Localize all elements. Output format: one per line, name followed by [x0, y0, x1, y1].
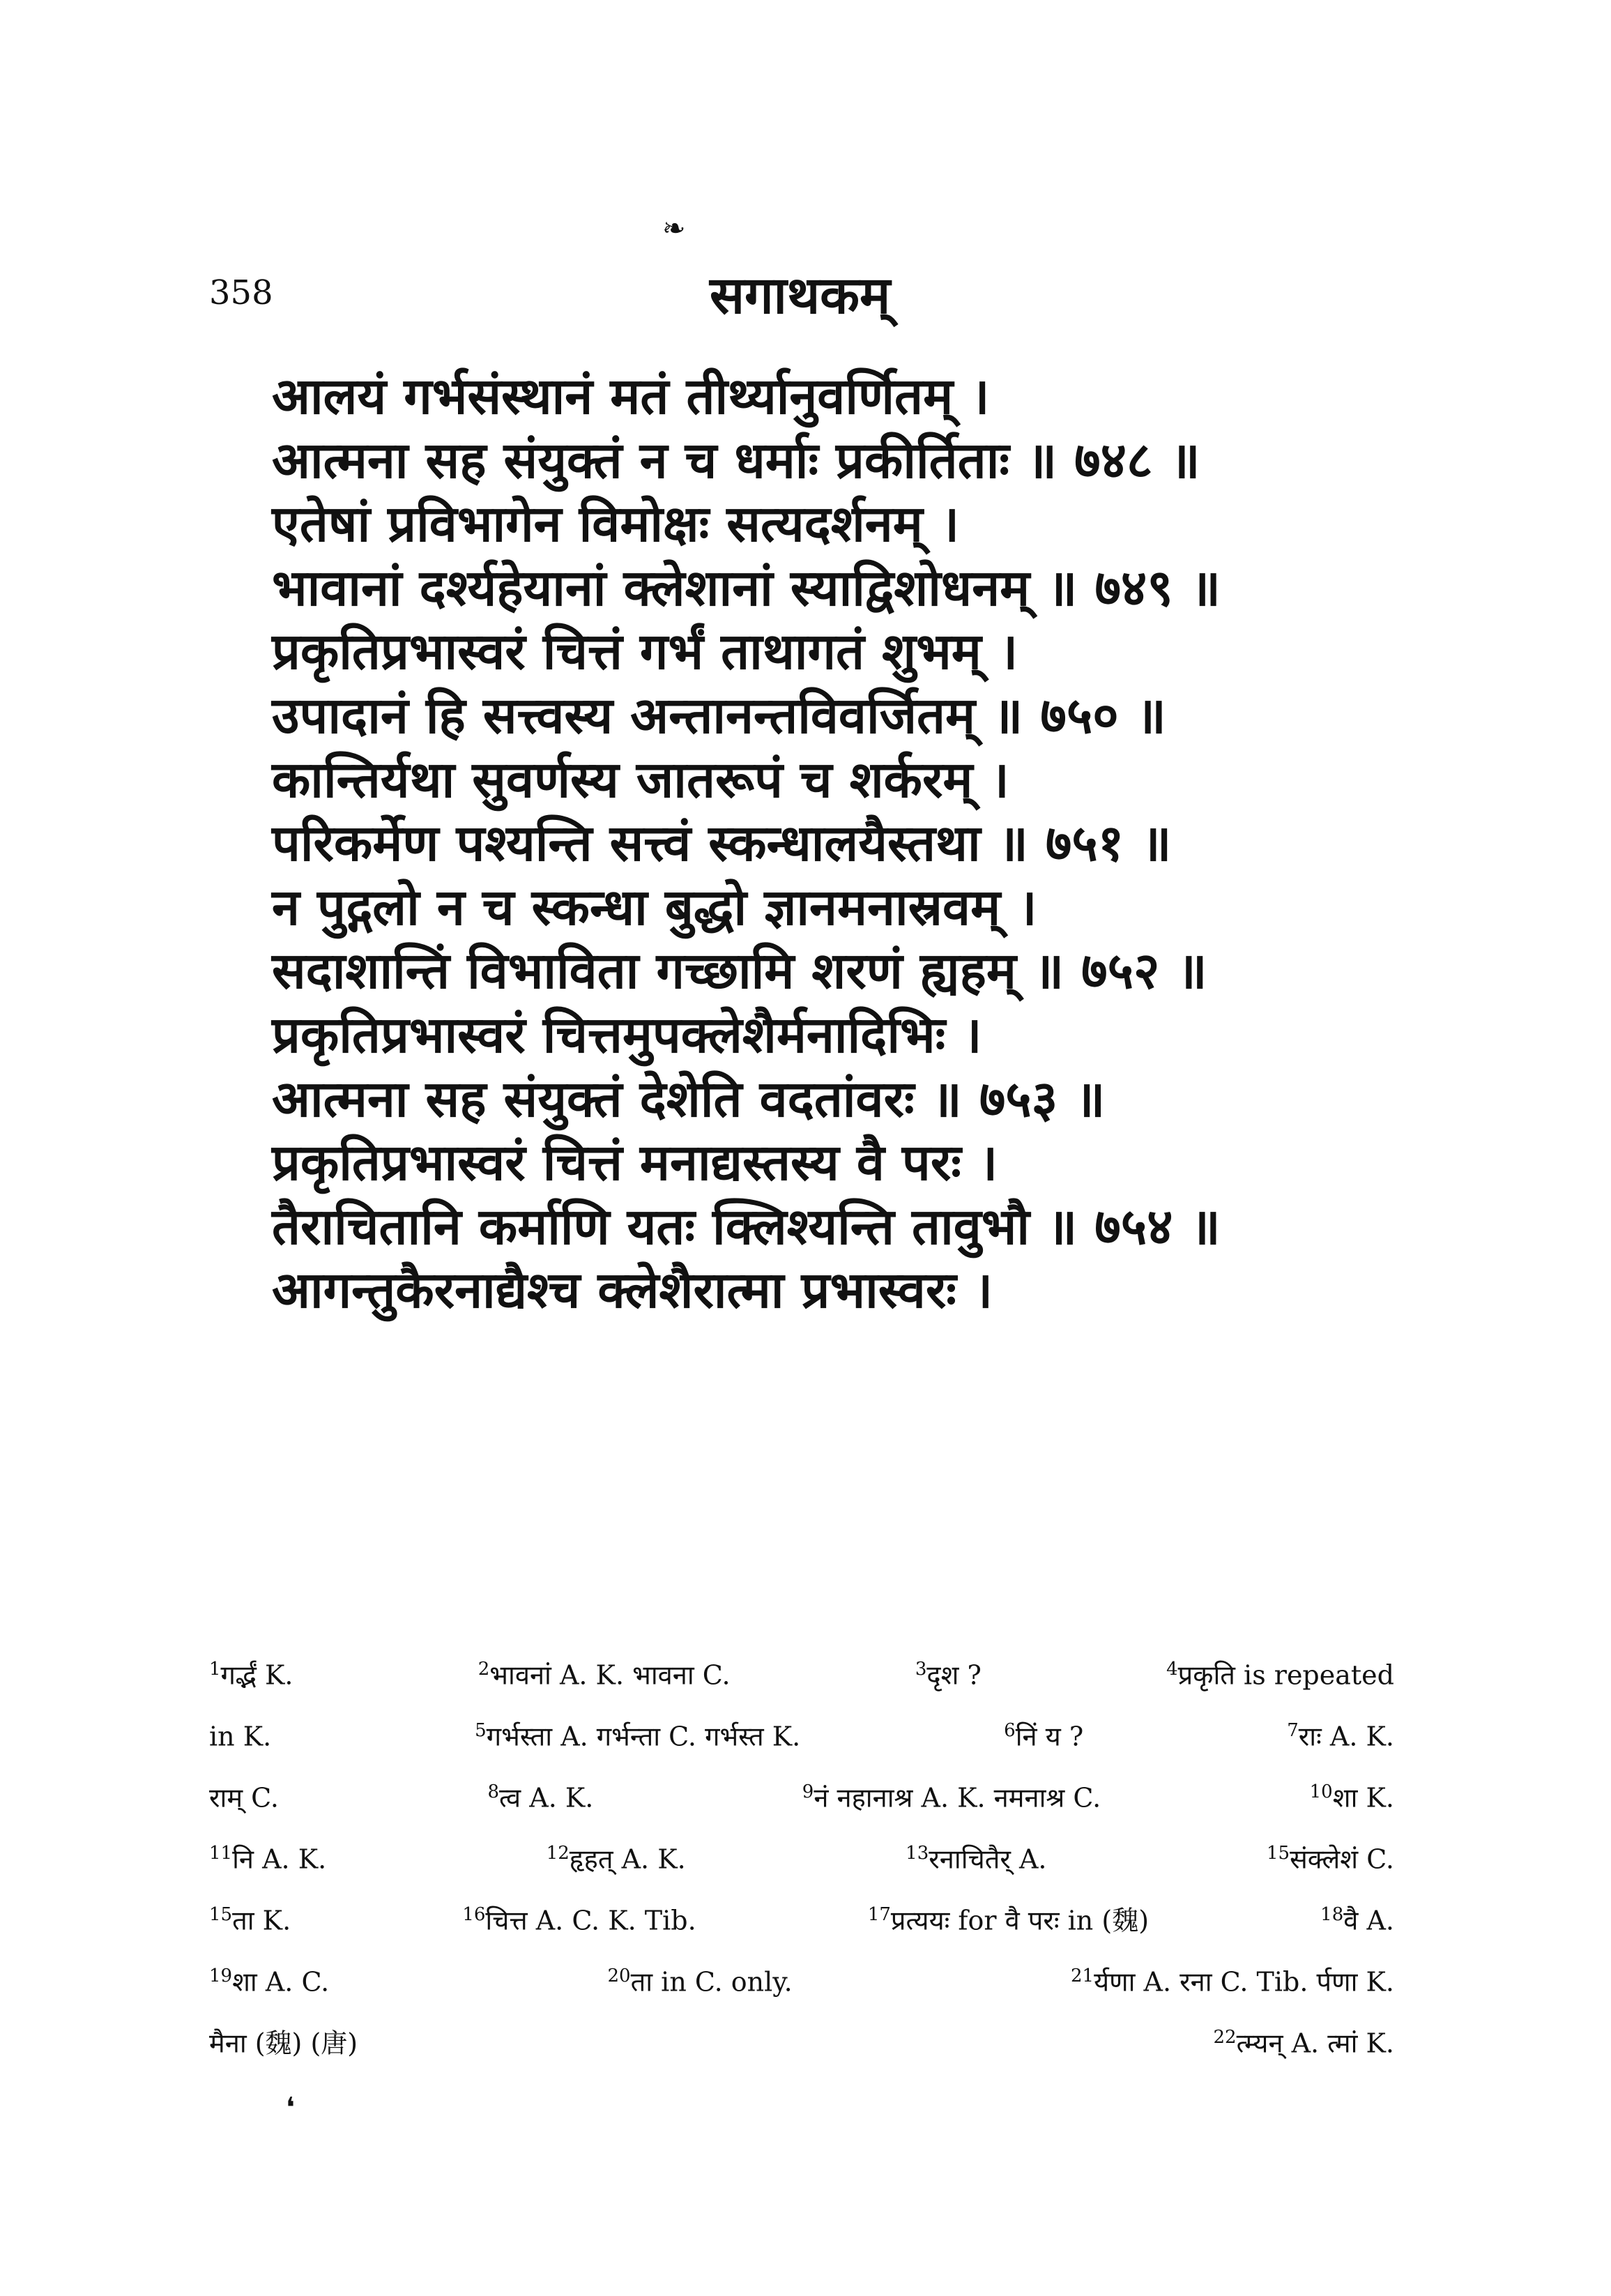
footnote-number: 6: [1004, 1720, 1016, 1741]
footnote-text: शा A. C.: [232, 1966, 330, 1998]
verse-line: न पुद्गलो न च स्कन्धा बुद्धो ज्ञानमनास्रवम् ।: [272, 876, 1037, 936]
footnote-text: नि A. K.: [232, 1843, 327, 1875]
footnote-number: 19: [209, 1966, 233, 1986]
footnote-text: in K.: [209, 1721, 272, 1752]
footnote-text: ता K.: [232, 1905, 291, 1936]
footnote: [547, 1823, 686, 1884]
footnote: [209, 1823, 326, 1884]
verse-line: उपादानं हि सत्त्वस्य अन्तानन्तविवर्जितम् ॥ ७५० ॥: [272, 685, 1166, 745]
verse-line: परिकर्मेण पश्यन्ति सत्त्वं स्कन्धालयैस्तथा ॥ ७५१ ॥: [272, 813, 1172, 873]
footnote: [209, 2007, 358, 2068]
footnote: [209, 1761, 279, 1823]
verse-line: आगन्तुकैरनाद्यैश्च क्लेशैरात्मा प्रभास्वरः ।: [272, 1260, 993, 1320]
footnote-number: 4: [1166, 1659, 1178, 1680]
footnote: [1071, 1945, 1394, 2007]
footnote: [209, 1639, 293, 1700]
footnote: [487, 1761, 593, 1823]
verse-line: प्रकृतिप्रभास्वरं चित्तं गर्भं ताथागतं शुभम् ।: [272, 621, 1018, 681]
footnote-text: मैना (魏) (唐): [209, 2028, 358, 2059]
footnote: [1287, 1700, 1394, 1761]
footnote-text: राः A. K.: [1298, 1721, 1394, 1752]
ink-mark: ❛: [286, 2092, 295, 2124]
footnote-number: 21: [1071, 1966, 1094, 1986]
footnote: [608, 1945, 793, 2007]
footnote-number: 13: [906, 1843, 929, 1864]
verse-line: आलयं गर्भसंस्थानं मतं तीर्थ्यानुवर्णितम् ।: [272, 366, 990, 425]
footnote-text: रनाचितैर् A.: [929, 1843, 1047, 1875]
footnote-row: [209, 1700, 1394, 1761]
footnote: [802, 1761, 1101, 1823]
footnote-text: गर्द्भं K.: [220, 1659, 293, 1691]
footnote-text: निं य ?: [1015, 1721, 1084, 1752]
footnote-number: 1: [209, 1659, 221, 1680]
footnote-number: 12: [546, 1843, 570, 1864]
footnote: [906, 1823, 1046, 1884]
footnote-text: वै A.: [1343, 1905, 1394, 1936]
footnote-text: गर्भस्ता A. गर्भन्ता C. गर्भस्त K.: [486, 1721, 801, 1752]
footnote-row: [209, 1945, 1394, 2007]
footnote-number: 3: [915, 1659, 927, 1680]
footnote-text: ता in C. only.: [630, 1966, 793, 1998]
verse-line: आत्मना सह संयुक्तं न च धर्माः प्रकीर्तिताः ॥ ७४८ ॥: [272, 429, 1200, 489]
footnotes: [209, 1639, 1394, 2068]
footnote-number: 22: [1213, 2027, 1237, 2048]
footnote: [1166, 1639, 1394, 1700]
footnote-number: 10: [1309, 1781, 1333, 1802]
verse-line: प्रकृतिप्रभास्वरं चित्तं मनाद्यस्तस्य वै परः ।: [272, 1132, 998, 1192]
footnote-text: प्रकृति is repeated: [1177, 1659, 1394, 1691]
footnote: [478, 1639, 731, 1700]
footnote: [868, 1884, 1149, 1945]
ornament-icon: ❧: [662, 213, 686, 245]
footnote: [475, 1700, 800, 1761]
footnote-number: 20: [607, 1966, 631, 1986]
footnote-text: चित्त A. C. K. Tib.: [485, 1905, 696, 1936]
footnote-number: 9: [802, 1781, 814, 1802]
footnote: [209, 1700, 271, 1761]
footnote-text: राम् C.: [209, 1782, 279, 1814]
footnote: [915, 1639, 982, 1700]
verse-line: आत्मना सह संयुक्तं देशेति वदतांवरः ॥ ७५३ ॥: [272, 1068, 1106, 1128]
verse-line: सदाशान्तिं विभाविता गच्छामि शरणं ह्यहम् ॥ ७५२ ॥: [272, 941, 1207, 1001]
footnote-number: 15: [209, 1904, 233, 1925]
footnote: [209, 1884, 291, 1945]
page-title: सगाथकम्: [710, 266, 891, 326]
footnote-number: 5: [475, 1720, 487, 1741]
footnote: [1310, 1761, 1394, 1823]
footnote-row: [209, 1761, 1394, 1823]
footnote-text: त्व A. K.: [498, 1782, 594, 1814]
footnote: [1320, 1884, 1394, 1945]
footnote-text: त्म्यन् A. त्मां K.: [1236, 2028, 1394, 2059]
footnote: [1214, 2007, 1394, 2068]
footnote-text: भावनां A. K. भावना C.: [489, 1659, 731, 1691]
footnote-number: 16: [462, 1904, 486, 1925]
footnote-row: [209, 1639, 1394, 1700]
footnote-text: संक्लेशं C.: [1290, 1843, 1394, 1875]
footnote: [1267, 1823, 1394, 1884]
footnote: [209, 1945, 329, 2007]
footnote-number: 18: [1320, 1904, 1344, 1925]
footnote-number: 11: [209, 1843, 233, 1864]
footnote-row: [209, 2007, 1394, 2068]
footnote-number: 7: [1287, 1720, 1299, 1741]
verse-line: एतेषां प्रविभागेन विमोक्षः सत्यदर्शनम् ।: [272, 494, 960, 554]
verse-line: तैराचितानि कर्माणि यतः क्लिश्यन्ति तावुभौ ॥ ७५४ ॥: [272, 1196, 1221, 1256]
verse-line: भावानां दर्श्यहेयानां क्लेशानां स्याद्विशोधनम् ॥ ७४९ ॥: [272, 557, 1221, 617]
footnote-number: 15: [1267, 1843, 1290, 1864]
footnote-number: 8: [487, 1781, 499, 1802]
footnote-text: शा K.: [1332, 1782, 1394, 1814]
page-number: 358: [209, 273, 273, 312]
footnote-text: प्रत्ययः for वै परः in (魏): [890, 1905, 1150, 1936]
footnote-text: दृश ?: [926, 1659, 982, 1691]
verse-line: कान्तिर्यथा सुवर्णस्य जातरूपं च शर्करम् ।: [272, 749, 1009, 809]
footnote-text: नं नहानाश्र A. K. नमनाश्र C.: [814, 1782, 1101, 1814]
footnote: [1004, 1700, 1083, 1761]
verse-block: [272, 364, 1471, 1322]
footnote-text: र्यणा A. रना C. Tib. र्पणा K.: [1094, 1966, 1394, 1998]
footnote-row: [209, 1823, 1394, 1884]
verse-line: प्रकृतिप्रभास्वरं चित्तमुपक्लेशैर्मनादिभिः ।: [272, 1004, 982, 1064]
footnote-text: हृहत् A. K.: [569, 1843, 686, 1875]
footnote: [462, 1884, 696, 1945]
footnote-number: 17: [867, 1904, 891, 1925]
footnote-row: [209, 1884, 1394, 1945]
footnote-number: 2: [478, 1659, 490, 1680]
